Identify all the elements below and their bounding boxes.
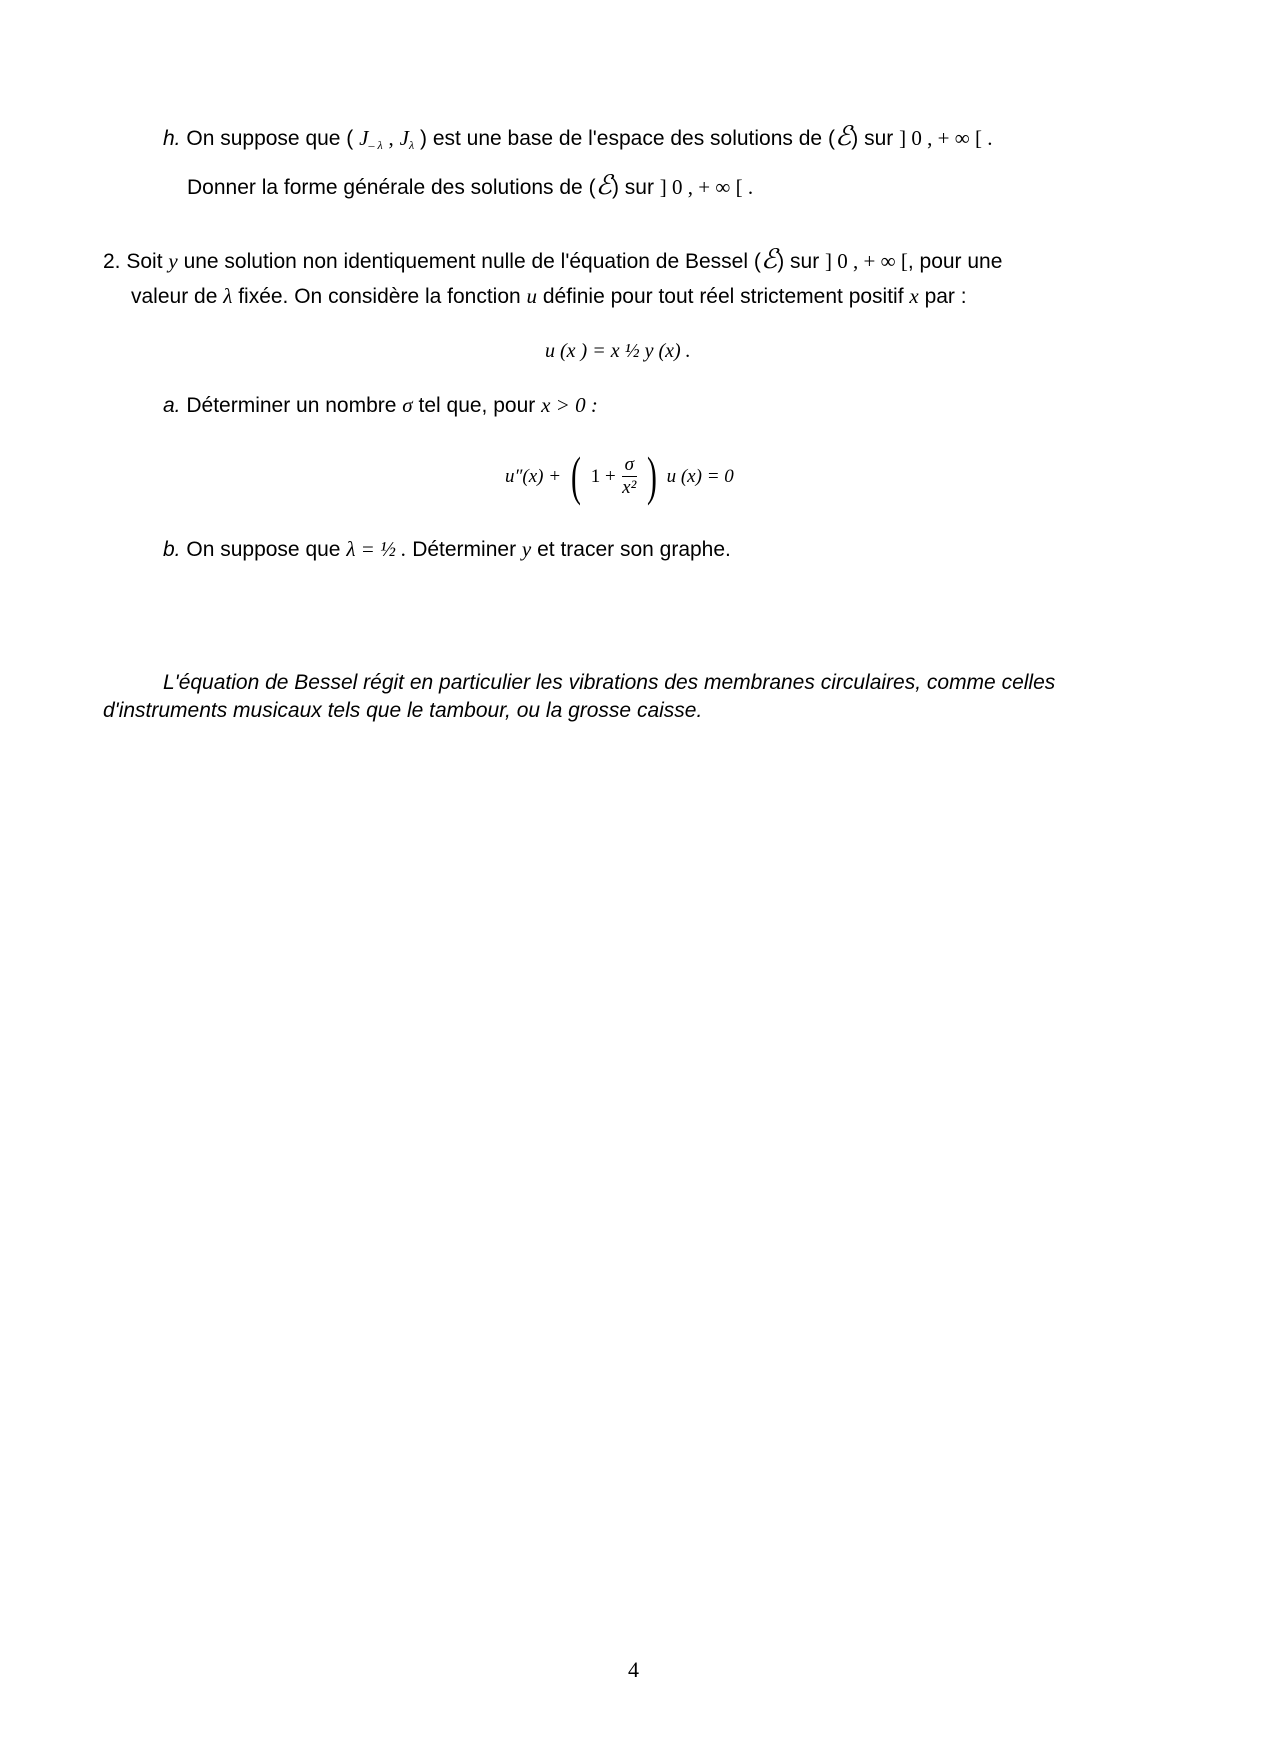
part-h-line2: Donner la forme générale des solutions de (ℰ) sur ] 0 , + ∞ [ . (187, 170, 754, 201)
part-h-line1: h. On suppose que ( $J_{- \lambda}$ , $J_\lambda$ ) est une base de l'espace des solutions de (ℰ) sur ] 0 , + ∞ [ . (163, 121, 993, 152)
page-number: 4 (628, 1657, 639, 1682)
question-2-line1: 2. Soit y une solution non identiquement nulle de l'équation de Bessel (ℰ) sur ] 0 , + ∞ [, pour une (103, 244, 1003, 275)
part-a-equation: u″(x) + ( 1 + $\frac{\sigma}{\text{x²}}$ ) u (x) = 0 (505, 446, 734, 507)
closing-note-line1: L'équation de Bessel régit en particulier les vibrations des membranes circulaires, comme celles (163, 671, 1056, 694)
closing-note-line2: d'instruments musicaux tels que le tambour, ou la grosse caisse. (103, 699, 703, 722)
sigma-fraction: $\frac{\sigma}{\text{x²}}$ (622, 453, 637, 498)
part-b-label: b. (163, 538, 181, 561)
part-b-line: b. On suppose que λ = ½ . Déterminer y et tracer son graphe. (163, 537, 731, 561)
interval: ] 0 , + ∞ [ . (899, 126, 993, 150)
question-2-formula: u (x ) = x ½ y (x) . (545, 340, 691, 362)
interval: ] 0 , + ∞ [ (825, 249, 908, 273)
interval: ] 0 , + ∞ [ . (659, 175, 754, 199)
script-e-symbol: ℰ (760, 244, 778, 275)
question-2-line2: valeur de λ fixée. On considère la fonction u définie pour tout réel strictement positif x par : (131, 284, 967, 308)
part-h-text2: ) est une base de l'espace des solutions de ( (420, 127, 835, 150)
part-h-text3: ) sur (851, 127, 894, 150)
part-a-line: a. Déterminer un nombre σ tel que, pour x > 0 : (163, 393, 598, 417)
part-h-text1: On suppose que ( (186, 127, 354, 150)
bessel-j-neg: $J_{- \lambda}$ (359, 126, 383, 152)
question-number: 2. (103, 250, 121, 273)
script-e-symbol: ℰ (595, 170, 612, 201)
script-e-symbol: ℰ (834, 121, 852, 152)
part-a-label: a. (163, 394, 181, 417)
bessel-j-pos: $J_\lambda$ (399, 126, 415, 152)
part-h-label: h. (163, 127, 181, 150)
